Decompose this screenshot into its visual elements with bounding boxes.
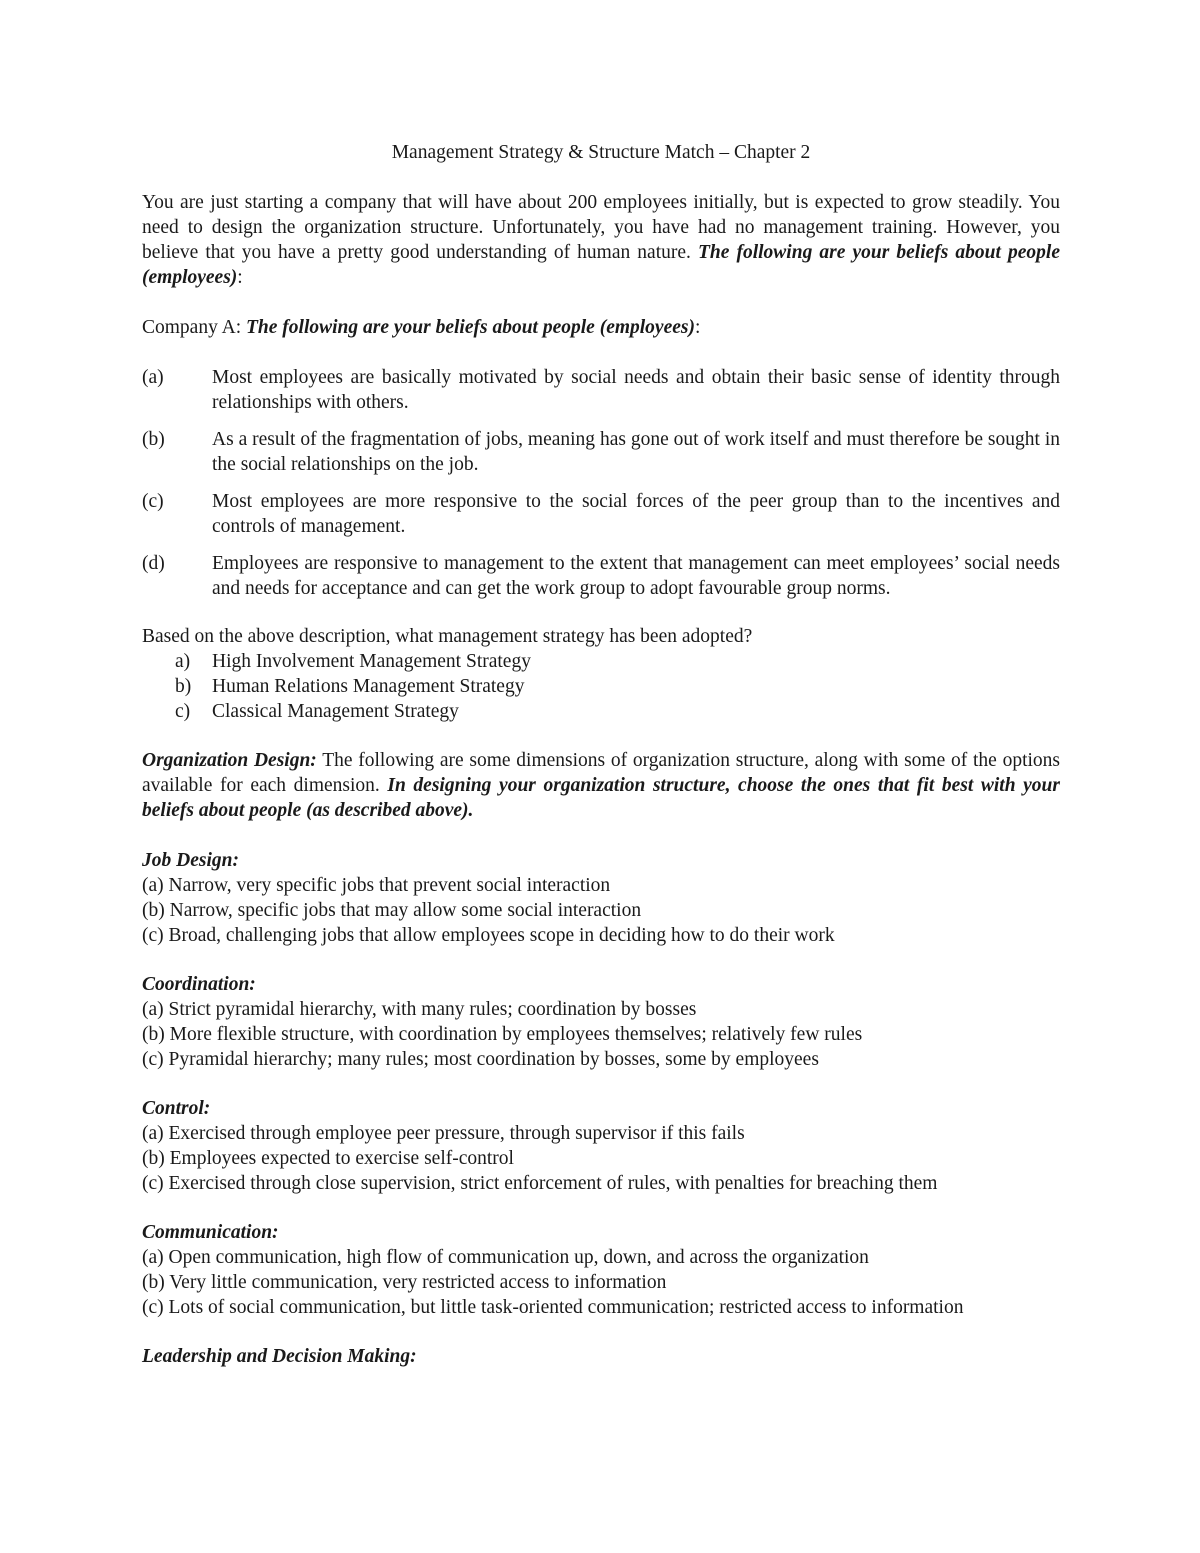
belief-text: Most employees are more responsive to the social forces of the peer group than to the incentives and controls of management. <box>212 491 1060 537</box>
section-control <box>142 1096 1060 1196</box>
section-option: (b) Employees expected to exercise self-control <box>142 1148 514 1169</box>
belief-text: Employees are responsive to management to the extent that management can meet employees’ social needs and needs for acceptance and can get the work group to adopt favourable group norms. <box>212 553 1060 599</box>
design-heading: Organization Design: <box>142 750 317 771</box>
company-emphasis: The following are your beliefs about people (employees) <box>246 317 695 338</box>
section-option: (c) Lots of social communication, but little task-oriented communication; restricted access to information <box>142 1297 964 1318</box>
option-label: a) <box>175 651 191 672</box>
section-job-design <box>142 848 1060 948</box>
intro-trail: : <box>237 267 243 288</box>
beliefs-list <box>142 365 1060 601</box>
option-label: c) <box>175 701 191 722</box>
option-label: b) <box>175 676 192 697</box>
strategy-question: Based on the above description, what management strategy has been adopted? <box>142 626 753 647</box>
document-title: Management Strategy & Structure Match – Chapter 2 <box>391 142 811 163</box>
belief-text: Most employees are basically motivated by social needs and obtain their basic sense of identity through relationships with others. <box>212 367 1060 413</box>
intro-text: You are just starting a company that will have about 200 employees initially, but is expected to grow steadily. You need to design the organization structure. Unfortunately, you have had no management training. However, you believe that you have a pretty good understanding of human nature. <box>142 192 1060 263</box>
section-option: (c) Pyramidal hierarchy; many rules; most coordination by bosses, some by employees <box>142 1049 819 1070</box>
design-text: The following are some dimensions of organization structure, along with some of the options available for each dimension. <box>142 750 1060 796</box>
section-communication <box>142 1220 1060 1320</box>
company-trail: : <box>694 317 701 338</box>
section-option: (c) Broad, challenging jobs that allow employees scope in deciding how to do their work <box>142 925 835 946</box>
section-option: (a) Strict pyramidal hierarchy, with many rules; coordination by bosses <box>142 999 697 1020</box>
belief-label: (d) <box>142 553 165 574</box>
option-text: High Involvement Management Strategy <box>212 651 531 672</box>
company-a-heading <box>142 315 1060 340</box>
section-coordination <box>142 972 1060 1072</box>
section-heading: Coordination: <box>142 974 256 995</box>
belief-label: (c) <box>142 491 164 512</box>
section-option: (a) Narrow, very specific jobs that prevent social interaction <box>142 875 611 896</box>
belief-label: (a) <box>142 367 164 388</box>
section-option: (b) More flexible structure, with coordination by employees themselves; relatively few rules <box>142 1024 863 1045</box>
section-leadership <box>142 1344 1060 1369</box>
company-prefix: Company A: <box>142 317 247 338</box>
section-option: (a) Open communication, high flow of communication up, down, and across the organization <box>142 1247 869 1268</box>
section-option: (b) Very little communication, very restricted access to information <box>142 1272 667 1293</box>
strategy-options <box>142 649 1060 724</box>
section-heading: Leadership and Decision Making: <box>142 1346 417 1367</box>
strategy-option <box>142 699 1060 724</box>
belief-text: As a result of the fragmentation of jobs, meaning has gone out of work itself and must therefore be sought in the social relationships on the job. <box>212 429 1060 475</box>
section-option: (a) Exercised through employee peer pressure, through supervisor if this fails <box>142 1123 745 1144</box>
organization-design-paragraph <box>142 748 1060 823</box>
belief-item <box>142 427 1060 477</box>
section-option: (b) Narrow, specific jobs that may allow some social interaction <box>142 900 642 921</box>
belief-label: (b) <box>142 429 165 450</box>
intro-emphasis: The following are your beliefs about people (employees) <box>142 242 1061 288</box>
section-heading: Communication: <box>142 1222 279 1243</box>
option-text: Human Relations Management Strategy <box>212 676 525 697</box>
intro-paragraph <box>142 190 1060 290</box>
option-text: Classical Management Strategy <box>212 701 459 722</box>
document-page <box>142 140 1060 1393</box>
belief-item <box>142 365 1060 415</box>
belief-item <box>142 489 1060 539</box>
section-heading: Control: <box>142 1098 211 1119</box>
design-emphasis: In designing your organization structure, choose the ones that fit best with your beliefs about people (as described above). <box>142 775 1060 821</box>
belief-item <box>142 551 1060 601</box>
strategy-option <box>142 649 1060 674</box>
strategy-option <box>142 674 1060 699</box>
section-option: (c) Exercised through close supervision, strict enforcement of rules, with penalties for breaching them <box>142 1173 938 1194</box>
section-heading: Job Design: <box>142 850 239 871</box>
